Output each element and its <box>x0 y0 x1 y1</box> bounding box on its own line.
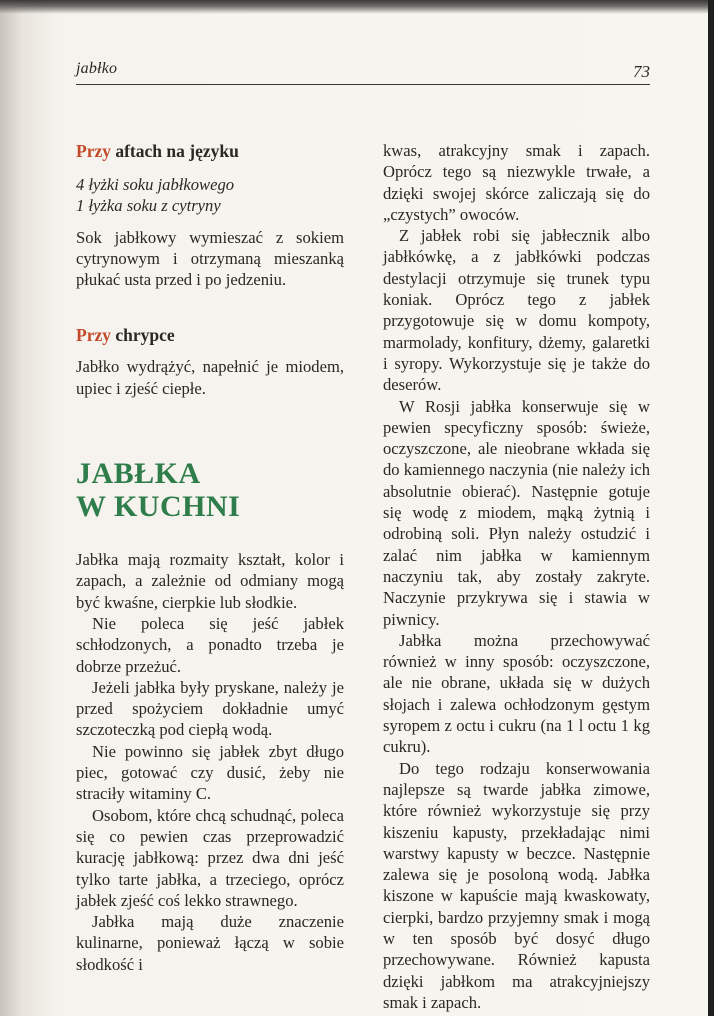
ingredient-line: 4 łyżki soku jabłkowego <box>76 175 235 194</box>
body-paragraph: Nie powinno się jabłek zbyt długo piec, gotować czy dusić, żeby nie straciły witaminy C. <box>76 741 344 804</box>
body-paragraph: kwas, atrakcyjny smak i zapach. Oprócz tego są niezwykle trwałe, a dzięki swojej skórce zaliczają się do „czystych” owoców. <box>383 141 650 224</box>
body-paragraph: Jabłka można przechowywać również w inny sposób: oczyszczone, ale nie obrane, układa się w dużych słojach i zalewa ochłodzonym gęstym syropem z octu i cukru (na 1 l octu 1 kg cukru). <box>383 630 650 757</box>
subheading-lead: Przy <box>76 141 111 161</box>
section-title <box>76 457 344 523</box>
subheading-rest: chrypce <box>110 325 175 346</box>
body-paragraph: Do tego rodzaju konserwowania najlepsze są twarde jabłka zimowe, które również wykorzystuje się przy kiszeniu kapusty, przekładając nimi warstwy kapusty w beczce. Następnie zalewa się je posoloną wodą. Jabłka kiszone w kapuście mają kwaskowaty, cierpki, bardzo przyjemny smak i mogą w ten sposób być dosyć długo przechowywane. Również kapusta dzięki jabłkom ma atrakcyjniejszy smak i zapach. <box>383 758 650 1012</box>
ingredient-line: 1 łyżka soku z cytryny <box>76 196 221 216</box>
right-column <box>383 140 650 1013</box>
subheading-aftach <box>76 140 344 162</box>
page-header <box>76 60 650 85</box>
section-title-line: W KUCHNI <box>76 490 241 524</box>
body-paragraph: Jabłka mają rozmaity kształt, kolor i zapach, a zależnie od odmiany mogą być kwaśne, cierpkie lub słodkie. <box>76 550 344 612</box>
body-paragraph: Z jabłek robi się jabłecznik albo jabłkówkę, a z jabłkówki podczas destylacji otrzymuje się trunek typu koniak. Oprócz tego z jabłek przygotowuje się w domu kompoty, marmolady, konfitury, dżemy, galaretki i syropy. Wykorzystuje się je także do deserów. <box>383 226 650 395</box>
left-column <box>76 140 344 975</box>
remedy-paragraph: Jabłko wydrążyć, napełnić je miodem, upiec i zjeść ciepłe. <box>76 357 344 398</box>
subheading-lead: Przy <box>76 325 111 346</box>
body-paragraph: Osobom, które chcą schudnąć, poleca się co pewien czas przeprowadzić kurację jabłkową: przez dwa dni jeść tylko tarte jabłka, a trzeciego, oprócz jabłek zjeść coś lekko strawnego. <box>76 805 344 910</box>
page-top-edge <box>0 0 714 14</box>
subheading-chrypce <box>76 324 344 346</box>
page-right-edge <box>708 0 714 1016</box>
section-title-line: JABŁKA <box>76 457 201 491</box>
remedy-paragraph: Sok jabłkowy wymieszać z sokiem cytrynowym i otrzymaną mieszanką płukać usta przed i po jedzeniu. <box>76 227 344 290</box>
body-paragraph: Jeżeli jabłka były pryskane, należy je przed spożyciem dokładnie umyć szczoteczką pod ciepłą wodą. <box>76 677 344 740</box>
running-head: jabłko <box>76 60 118 77</box>
body-paragraph: W Rosji jabłka konserwuje się w pewien specyficzny sposób: świeże, oczyszczone, ale nieobrane wkłada się do kamiennego naczynia (nie należy ich absolutnie obierać). Następnie gotuje się wodę z miodem, mąką żytnią i odrobiną soli. Płyn należy ostudzić i zalać nim jabłka w kamiennym naczyniu tak, aby zostały zakryte. Naczynie przykrywa się i stawia w piwnicy. <box>383 396 650 629</box>
page-number: 73 <box>633 62 650 81</box>
subheading-rest: aftach na języku <box>110 141 239 161</box>
body-paragraph: Nie poleca się jeść jabłek schłodzonych, a ponadto trzeba je dobrze przeżuć. <box>76 613 344 676</box>
body-paragraph: Jabłka mają duże znaczenie kulinarne, ponieważ łączą w sobie słodkość i <box>76 912 344 974</box>
